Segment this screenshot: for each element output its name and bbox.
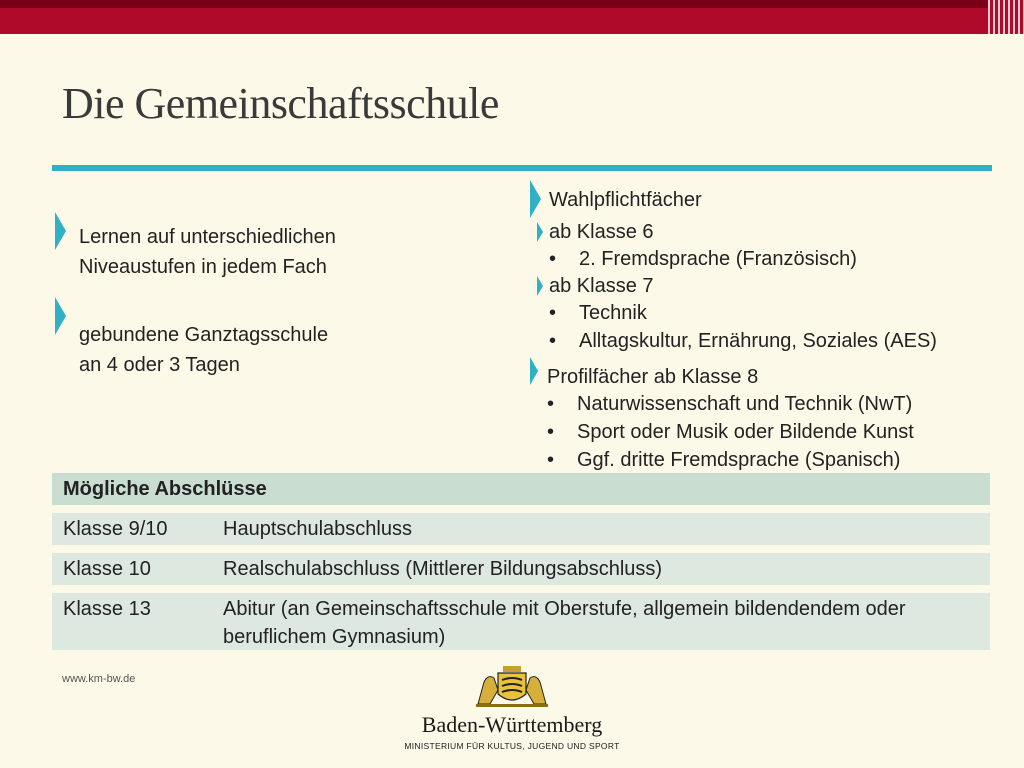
bullet-marker-icon xyxy=(530,180,541,218)
bullet-dot: • xyxy=(547,393,555,415)
left-point2-line2: an 4 oder 3 Tagen xyxy=(79,354,240,376)
bullet-marker-icon xyxy=(55,297,66,335)
table-row xyxy=(52,593,990,650)
bullet-marker-icon xyxy=(530,357,538,385)
klasse7-label: ab Klasse 7 xyxy=(549,275,654,297)
website-url: www.km-bw.de xyxy=(62,673,136,685)
sub-marker-icon xyxy=(537,276,543,296)
left-point1-line1: Lernen auf unterschiedlichen xyxy=(79,226,336,248)
table-cell-abschluss: Realschulabschluss (Mittlerer Bildungsabschluss) xyxy=(223,558,663,580)
table-cell-klasse: Klasse 9/10 xyxy=(63,518,168,540)
sub-marker-icon xyxy=(537,222,543,242)
bullet-dot: • xyxy=(549,302,557,324)
list-item: • Technik xyxy=(549,299,647,327)
bullet-marker-icon xyxy=(55,212,66,250)
list-item: • Alltagskultur, Ernährung, Soziales (AES) xyxy=(549,327,937,355)
page-title: Die Gemeinschaftsschule xyxy=(62,79,499,128)
table-cell-abschluss: Hauptschulabschluss xyxy=(223,518,412,540)
table-header-label: Mögliche Abschlüsse xyxy=(63,478,267,500)
title-underline xyxy=(52,165,992,171)
list-item: • Sport oder Musik oder Bildende Kunst xyxy=(547,418,914,446)
wahlpflicht-heading: Wahlpflichtfächer xyxy=(549,189,702,211)
logo-name: Baden-Württemberg xyxy=(421,712,603,737)
left-point2-line1: gebundene Ganztagsschule xyxy=(79,324,329,346)
left-point1-line2: Niveaustufen in jedem Fach xyxy=(79,256,327,278)
bullet-dot: • xyxy=(547,421,555,443)
table-header xyxy=(52,473,990,505)
logo-subtitle: MINISTERIUM FÜR KULTUS, JUGEND UND SPORT xyxy=(404,741,620,751)
list-item: • Ggf. dritte Fremdsprache (Spanisch) xyxy=(547,446,900,474)
profil-heading: Profilfächer ab Klasse 8 xyxy=(547,366,759,388)
bullet-dot: • xyxy=(547,449,555,471)
klasse6-label: ab Klasse 6 xyxy=(549,221,654,243)
table-row xyxy=(52,553,990,585)
table-cell-klasse: Klasse 13 xyxy=(63,598,151,620)
ministry-logo xyxy=(404,664,620,764)
top-bar-stripes xyxy=(988,0,1024,34)
list-item: • 2. Fremdsprache (Französisch) xyxy=(549,245,857,273)
coat-of-arms-icon xyxy=(472,664,552,708)
bullet-dot: • xyxy=(549,330,557,352)
table-cell-klasse: Klasse 10 xyxy=(63,558,151,580)
top-bar-dark-strip xyxy=(0,0,1024,8)
bullet-dot: • xyxy=(549,248,557,270)
table-row xyxy=(52,513,990,545)
list-item: • Naturwissenschaft und Technik (NwT) xyxy=(547,390,912,418)
top-bar xyxy=(0,0,1024,34)
table-cell-abschluss: Abitur (an Gemeinschaftsschule mit Oberstufe, allgemein bildendendem oder beruflichem Gymnasium) xyxy=(223,598,906,648)
